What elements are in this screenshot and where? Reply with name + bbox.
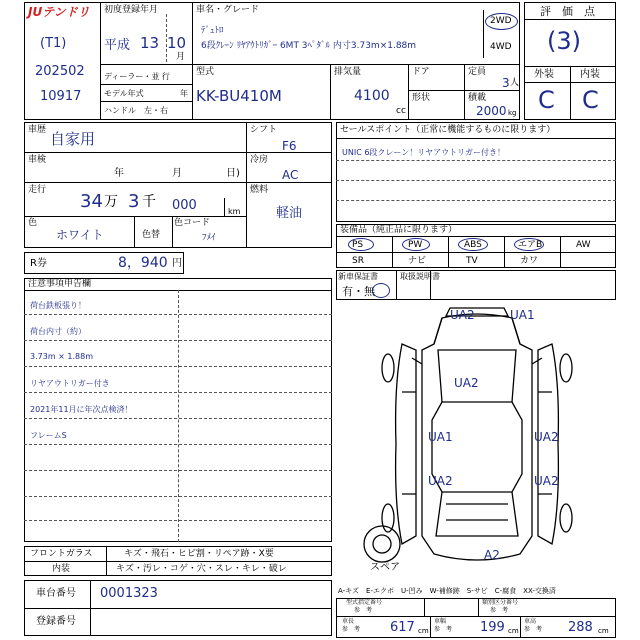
mileage-man: 34 [80,191,103,212]
first-registration-label: 初度登録年月 [104,5,159,15]
reg-month: 10 [167,34,187,52]
drive-4wd: 4WD [490,42,512,52]
height-unit: cm [598,627,609,635]
damage-mark: UA2 [534,430,559,444]
reg-year: 13 [140,34,160,52]
displacement-value: 4100 [354,88,390,104]
model-year-unit: 年 [180,89,188,98]
interior-label: 内装 [580,69,600,80]
sub-number: 10917 [40,89,82,104]
exterior-grade: C [538,86,555,114]
inspection-label: 車検 [28,155,47,165]
damage-mark: UA1 [510,308,535,322]
note-line: 荷台内寸（約） [30,327,86,336]
height-value: 288 [568,620,593,635]
width-label: 車幅 [434,618,447,625]
model-year-label: モデル年式 [104,89,144,98]
damage-mark: UA2 [454,376,479,390]
equip-sr: SR [352,256,364,266]
mileage-sen-unit: 千 [142,194,156,210]
interior-grade: C [582,86,599,114]
height-ref: 参 考 [524,626,543,633]
note-line: 3.73m × 1.88m [30,352,93,361]
note-line: リヤアウトリガー付き [30,379,110,388]
fuel-label: 燃料 [250,185,269,195]
color-code-label: 色コード [174,218,211,228]
notes-label: 注意事項申告欄 [28,279,92,289]
type-label: 型式 [196,67,215,77]
mileage-label: 走行 [28,185,47,195]
handle-label: ハンドル 左・右 [104,106,168,115]
eval-score: (3) [547,27,581,55]
ac-value: AC [282,168,299,182]
damage-diagram [342,304,612,574]
era: 平成 [104,38,131,53]
equip-aw: AW [576,240,591,250]
mileage-sen: 3 [128,191,140,212]
shift-value: F6 [282,139,297,153]
capacity-unit: 人 [510,78,520,88]
warranty-none-circle [372,283,390,298]
sales-point-line: UNIC 6段クレーン！リヤアウトリガー付き！ [342,148,506,157]
recycle-unit: 円 [172,258,182,269]
door-label: ドア [412,67,430,77]
inspection-year-unit: 年 [114,168,124,179]
length-unit: cm [418,627,429,635]
lot-code: (T1) [40,36,67,51]
equip-pw: PW [408,240,423,250]
width-unit: cm [508,627,519,635]
load-label: 積載 [468,93,487,103]
displacement-label: 排気量 [334,67,362,77]
shift-label: シフト [250,125,278,135]
history-value: 自家用 [50,130,96,148]
car-grade: 6段ｸﾚｰﾝ ﾘﾔｱｳﾄﾘｶﾞｰ 6MT 3ﾍﾟﾀﾞﾙ 内寸3.73m×1.88m [201,41,417,51]
fuel-value: 軽油 [276,206,303,221]
equip-ps: PS [352,240,364,250]
mileage-man-unit: 万 [104,194,118,210]
brand-logo: JUテンドリ [28,5,90,19]
front-glass-text: キズ・飛石・ヒビ割・リペア跡・X要 [124,549,274,559]
width-ref: 参 考 [434,626,453,633]
chassis-number: 0001323 [100,586,158,601]
length-value: 617 [390,620,415,635]
sales-point-frame [336,122,616,222]
note-line: 2021年11月に年次点検済！ [30,405,133,414]
type-number-label: 型式指定番号 [346,599,383,606]
eval-label: 評 価 点 [540,5,595,18]
equipment-label: 装備品（純正品に限ります） [340,225,458,235]
chassis-label: 車台番号 [36,588,76,599]
equip-navi: ナビ [408,256,427,266]
damage-mark: UA2 [428,474,453,488]
height-label: 車高 [524,618,537,625]
auction-sheet [24,2,616,638]
equip-abs: ABS [464,240,482,250]
recycle-value: 8，940 [118,255,168,271]
warranty-label: 新車保証書 [338,272,378,281]
width-value: 199 [480,620,505,635]
stock-number: 202502 [35,64,85,79]
damage-legend: A-キズ E-エクボ U-凹み W-補修跡 S-サビ C-腐食 XX-交換済 [338,587,556,595]
equip-leather: カワ [520,256,539,266]
history-label: 車歴 [28,125,47,135]
ac-label: 冷房 [250,155,269,165]
mileage-rest: 000 [172,198,197,213]
note-line: 荷台鉄板張り！ [30,301,86,310]
length-ref: 参 考 [342,626,361,633]
registration-label: 登録番号 [36,616,76,627]
drive-2wd: 2WD [490,16,512,26]
equip-airbag: エアB [518,240,543,250]
capacity-label: 定員 [468,67,487,77]
exterior-label: 外装 [534,69,554,80]
sales-point-label: セールスポイント（正常に機能するものに限ります） [340,125,556,135]
equip-tv: TV [466,256,478,266]
damage-mark: UA2 [450,308,475,322]
car-name: ﾃﾞｭﾄﾛ [201,26,224,36]
type-number-ref: 参 考 [354,607,373,614]
color-code-value: ﾌﾒｲ [202,233,216,243]
car-name-label: 車名・グレード [196,5,260,15]
note-line: フレームS [30,431,67,440]
inspection-month-unit: 月 [172,168,182,179]
color-change-label: 色替 [142,230,161,240]
warranty-value: 有・無 [342,285,375,298]
color-value: ホワイト [56,228,104,242]
type-value: KK-BU410M [196,87,282,105]
km-unit: km [228,207,241,216]
interior-cond-label: 内装 [52,564,71,574]
damage-mark: A2 [484,548,500,562]
spare-label: スペア [370,562,400,573]
inspection-day-unit: 日) [226,168,240,179]
load-unit: kg [508,109,517,117]
manual-label: 取扱説明書 [400,272,440,281]
shape-label: 形状 [412,93,431,103]
capacity-value: 3 [502,76,510,90]
dealer-label: ディーラー・並 行 [104,72,170,81]
recycle-label: R券 [30,258,47,269]
damage-mark: UA1 [428,430,453,444]
length-label: 車長 [342,618,355,625]
month-unit: 月 [176,52,186,62]
interior-cond-text: キズ・汚レ・コゲ・穴・スレ・キレ・破レ [116,564,287,574]
color-label: 色 [28,218,38,228]
displacement-unit: cc [396,106,406,116]
damage-mark: UA2 [534,474,559,488]
class-number-label: 類別区分番号 [482,599,519,606]
front-glass-label: フロントガラス [30,549,93,559]
load-value: 2000 [476,104,507,118]
class-number-ref: 参 考 [490,607,509,614]
